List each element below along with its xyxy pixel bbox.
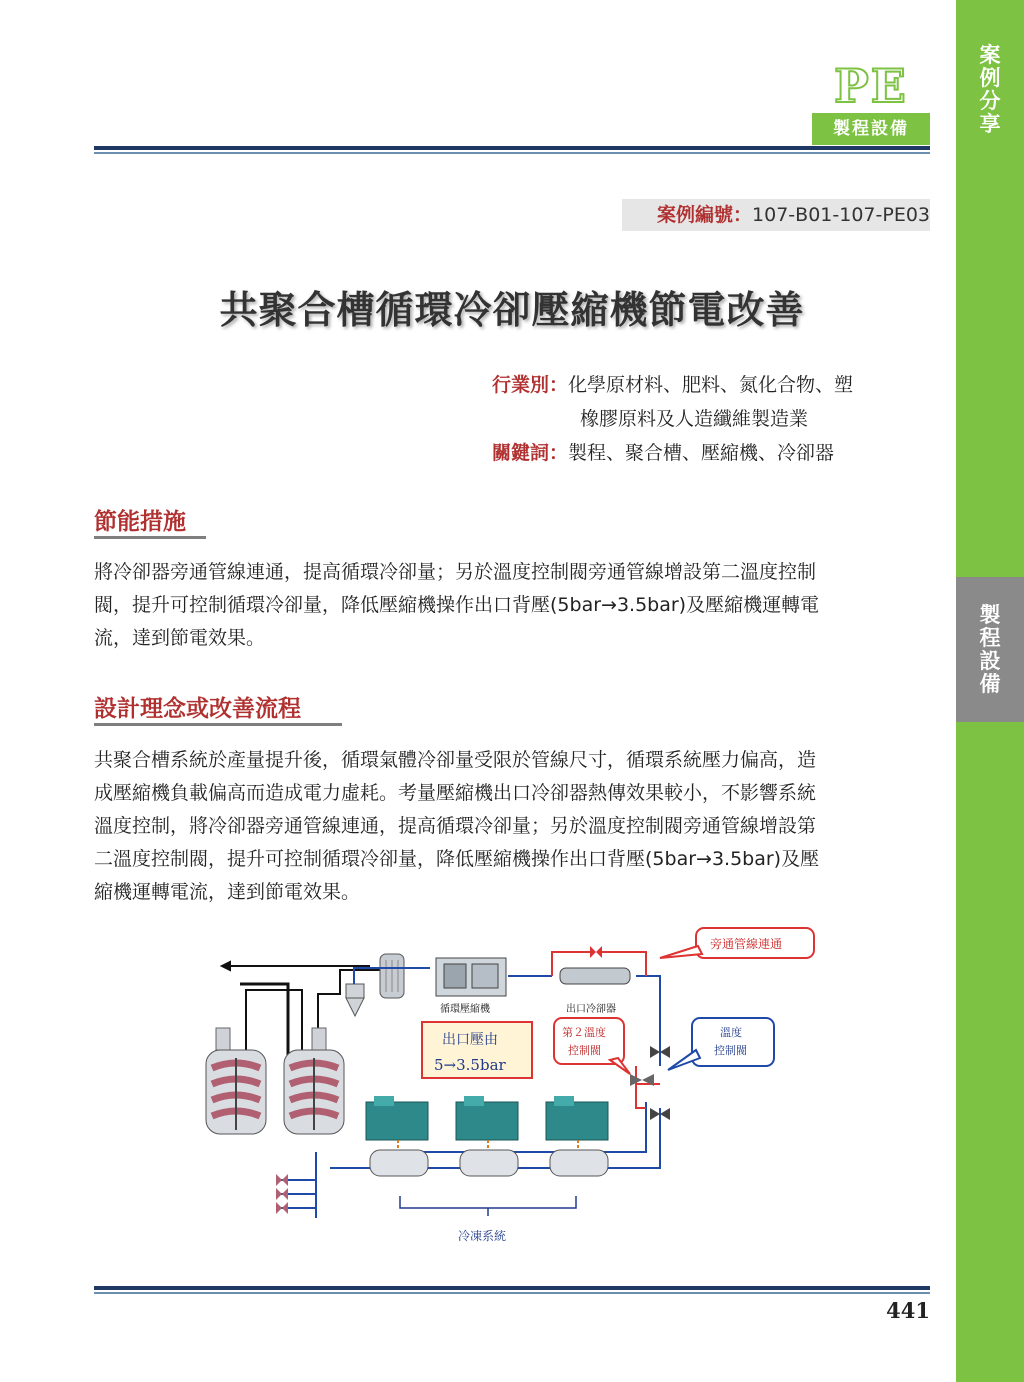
paragraph-line: 縮機運轉電流，達到節電效果。 (94, 881, 361, 903)
chiller-unit (456, 1096, 518, 1176)
paragraph-line: 流，達到節電效果。 (94, 627, 266, 649)
process-diagram (190, 918, 830, 1258)
pe-logo: PE (834, 59, 908, 113)
paragraph-line: 溫度控制，將冷卻器旁通管線連通，提高循環冷卻量；另於溫度控制閥旁通管線增設第 (94, 815, 817, 837)
outlet-pressure-line2: 5→3.5bar (434, 1056, 506, 1074)
industry-label: 行業別： (492, 374, 569, 396)
pe-logo-label: 製程設備 (812, 113, 930, 145)
refrigeration-label: 冷凍系統 (458, 1229, 507, 1243)
paragraph-line: 將冷卻器旁通管線連通，提高循環冷卻量；另於溫度控制閥旁通管線增設第二溫度控制 (94, 561, 817, 583)
sidebar-top-label (956, 44, 1024, 136)
outlet-pressure-line1: 出口壓由 (442, 1032, 498, 1048)
chiller-unit (366, 1096, 428, 1176)
cooler-label: 出口冷卻器 (566, 1004, 616, 1015)
header-rule-thin (94, 152, 930, 154)
section-design-text (94, 744, 930, 909)
industry-line1: 化學原材料、肥料、氮化合物、塑 (568, 374, 854, 396)
paragraph-line: 成壓縮機負載偏高而造成電力虛耗。考量壓縮機出口冷卻器熱傳效果較小，不影響系統 (94, 782, 817, 804)
second-valve-line2: 控制閥 (568, 1044, 601, 1057)
chiller-unit (546, 1096, 608, 1176)
reactor-vessel-right (284, 1028, 344, 1134)
cyclone-separator (346, 984, 364, 1016)
section-underline (94, 723, 342, 726)
case-number (622, 199, 930, 231)
section-underline (94, 536, 206, 539)
footer-rule-thin (94, 1292, 930, 1294)
case-number-label: 案例編號： (657, 204, 753, 226)
bypass-callout-text: 旁通管線連通 (710, 937, 783, 951)
keywords-value: 製程、聚合槽、壓縮機、冷卻器 (568, 442, 835, 464)
section-heading-design: 設計理念或改善流程 (94, 696, 301, 722)
section-measures-text (94, 556, 930, 655)
refrigeration-bracket (400, 1196, 576, 1216)
header-rule (94, 146, 930, 150)
paragraph-line: 閥，提升可控制循環冷卻量，降低壓縮機操作出口背壓(5bar→3.5bar)及壓縮機運轉電 (94, 594, 820, 616)
keywords-label: 關鍵詞： (492, 442, 569, 464)
outlet-pressure-box (422, 1022, 532, 1078)
temp-valve-line2: 控制閥 (714, 1044, 747, 1057)
temp-valve-callout (668, 1018, 774, 1070)
bypass-callout (660, 928, 814, 958)
page-number: 441 (886, 1298, 930, 1323)
keywords-row (492, 436, 834, 470)
outlet-cooler (560, 968, 630, 984)
second-valve-line1: 第２溫度 (562, 1026, 606, 1039)
footer-rule (94, 1286, 930, 1290)
page-title: 共聚合槽循環冷卻壓縮機節電改善 (219, 288, 805, 332)
temp-valve-line1: 溫度 (720, 1026, 742, 1039)
section-heading-measures: 節能措施 (94, 509, 186, 535)
sidebar-section-label (956, 604, 1024, 696)
paragraph-line: 二溫度控制閥，提升可控制循環冷卻量，降低壓縮機操作出口背壓(5bar→3.5bar)及壓 (94, 848, 820, 870)
sidebar-top-text: 案例分享 (979, 43, 1001, 136)
reactor-vessel-left (206, 1028, 266, 1134)
industry-line2: 橡膠原料及人造纖維製造業 (580, 408, 809, 430)
inlet-valve-icon (276, 1174, 288, 1214)
circulation-compressor (436, 958, 506, 996)
paragraph-line: 共聚合槽系統於產量提升後，循環氣體冷卻量受限於管線尺寸，循環系統壓力偏高，造 (94, 749, 817, 771)
filter-vessel (380, 954, 404, 998)
sidebar-section-text: 製程設備 (979, 603, 1001, 696)
compressor-label: 循環壓縮機 (440, 1004, 490, 1015)
bypass-valve-icon (590, 946, 602, 958)
second-valve-callout (554, 1018, 630, 1074)
case-number-value: 107-B01-107-PE03 (752, 204, 930, 226)
industry-row (492, 368, 853, 402)
